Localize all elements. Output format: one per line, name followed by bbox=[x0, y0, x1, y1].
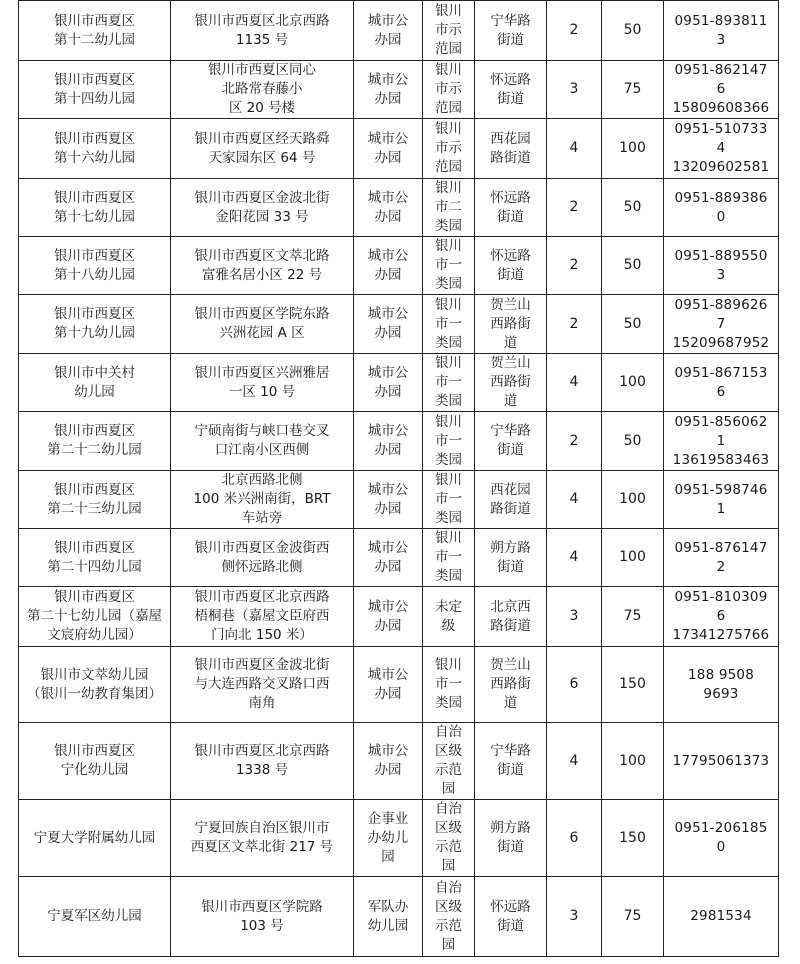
cell-capacity: 75 bbox=[602, 877, 664, 957]
cell-rating-level: 银川 市一 类园 bbox=[423, 471, 475, 529]
cell-kindergarten-name: 银川市西夏区 第十四幼儿园 bbox=[19, 61, 171, 119]
table-row bbox=[19, 237, 779, 295]
cell-school-type: 城市公 办园 bbox=[354, 529, 423, 587]
cell-capacity: 100 bbox=[602, 529, 664, 587]
cell-school-type: 城市公 办园 bbox=[354, 471, 423, 529]
cell-capacity: 100 bbox=[602, 354, 664, 412]
cell-rating-level: 银川 市示 范园 bbox=[423, 61, 475, 119]
cell-capacity: 100 bbox=[602, 471, 664, 529]
cell-address: 银川市西夏区同心 北路常春藤小 区 20 号楼 bbox=[171, 61, 354, 119]
cell-address: 银川市西夏区学院东路 兴洲花园 A 区 bbox=[171, 295, 354, 354]
cell-class-count: 3 bbox=[547, 587, 602, 647]
cell-school-type: 城市公 办园 bbox=[354, 723, 423, 800]
cell-class-count: 3 bbox=[547, 61, 602, 119]
cell-capacity: 50 bbox=[602, 179, 664, 237]
table-row bbox=[19, 354, 779, 412]
cell-school-type: 城市公 办园 bbox=[354, 179, 423, 237]
cell-capacity: 50 bbox=[602, 295, 664, 354]
cell-phone: 0951-889550 3 bbox=[664, 237, 779, 295]
cell-subdistrict: 朔方路 街道 bbox=[475, 529, 547, 587]
cell-class-count: 4 bbox=[547, 723, 602, 800]
cell-kindergarten-name: 银川市西夏区 第十九幼儿园 bbox=[19, 295, 171, 354]
cell-school-type: 城市公 办园 bbox=[354, 1, 423, 61]
cell-class-count: 2 bbox=[547, 412, 602, 471]
table-row bbox=[19, 877, 779, 957]
cell-kindergarten-name: 银川市西夏区 宁化幼儿园 bbox=[19, 723, 171, 800]
cell-address: 宁夏回族自治区银川市 西夏区文萃北街 217 号 bbox=[171, 800, 354, 877]
cell-address: 银川市西夏区文萃北路 富雅名居小区 22 号 bbox=[171, 237, 354, 295]
table-row bbox=[19, 119, 779, 179]
cell-rating-level: 银川 市一 类园 bbox=[423, 295, 475, 354]
cell-kindergarten-name: 银川市西夏区 第二十三幼儿园 bbox=[19, 471, 171, 529]
cell-address: 银川市西夏区北京西路 1338 号 bbox=[171, 723, 354, 800]
table-row bbox=[19, 412, 779, 471]
cell-phone: 0951-867153 6 bbox=[664, 354, 779, 412]
cell-phone: 0951-893811 3 bbox=[664, 1, 779, 61]
cell-address: 银川市西夏区金波北街 与大连西路交叉路口西 南角 bbox=[171, 647, 354, 723]
cell-subdistrict: 西花园 路街道 bbox=[475, 119, 547, 179]
cell-rating-level: 银川 市一 类园 bbox=[423, 529, 475, 587]
cell-class-count: 6 bbox=[547, 800, 602, 877]
cell-address: 银川市西夏区学院路 103 号 bbox=[171, 877, 354, 957]
cell-class-count: 2 bbox=[547, 295, 602, 354]
cell-phone: 0951-206185 0 bbox=[664, 800, 779, 877]
cell-subdistrict: 宁华路 街道 bbox=[475, 412, 547, 471]
cell-school-type: 军队办 幼儿园 bbox=[354, 877, 423, 957]
cell-phone: 188 9508 9693 bbox=[664, 647, 779, 723]
cell-capacity: 50 bbox=[602, 1, 664, 61]
cell-rating-level: 银川 市一 类园 bbox=[423, 647, 475, 723]
cell-class-count: 3 bbox=[547, 877, 602, 957]
cell-kindergarten-name: 银川市文萃幼儿园 （银川一幼教育集团） bbox=[19, 647, 171, 723]
cell-phone: 0951-889386 0 bbox=[664, 179, 779, 237]
cell-school-type: 企事业 办幼儿 园 bbox=[354, 800, 423, 877]
cell-class-count: 2 bbox=[547, 237, 602, 295]
cell-phone: 2981534 bbox=[664, 877, 779, 957]
cell-rating-level: 银川 市二 类园 bbox=[423, 179, 475, 237]
cell-kindergarten-name: 银川市西夏区 第二十四幼儿园 bbox=[19, 529, 171, 587]
cell-rating-level: 自治 区级 示范 园 bbox=[423, 800, 475, 877]
kindergarten-table bbox=[18, 0, 779, 957]
kindergarten-table-container bbox=[18, 0, 779, 957]
cell-subdistrict: 西花园 路街道 bbox=[475, 471, 547, 529]
cell-phone: 0951-856062 1 13619583463 bbox=[664, 412, 779, 471]
cell-class-count: 4 bbox=[547, 471, 602, 529]
cell-school-type: 城市公 办园 bbox=[354, 295, 423, 354]
cell-kindergarten-name: 银川市西夏区 第二十二幼儿园 bbox=[19, 412, 171, 471]
cell-class-count: 6 bbox=[547, 647, 602, 723]
cell-capacity: 50 bbox=[602, 237, 664, 295]
cell-address: 银川市西夏区兴洲雅居 一区 10 号 bbox=[171, 354, 354, 412]
cell-address: 北京西路北侧 100 米兴洲南街，BRT 车站旁 bbox=[171, 471, 354, 529]
cell-capacity: 150 bbox=[602, 800, 664, 877]
table-row bbox=[19, 61, 779, 119]
table-row bbox=[19, 179, 779, 237]
cell-phone: 0951-876147 2 bbox=[664, 529, 779, 587]
cell-school-type: 城市公 办园 bbox=[354, 119, 423, 179]
table-row bbox=[19, 800, 779, 877]
cell-subdistrict: 北京西 路街道 bbox=[475, 587, 547, 647]
cell-address: 银川市西夏区北京西路 梧桐巷（嘉屋文臣府西 门向北 150 米） bbox=[171, 587, 354, 647]
cell-subdistrict: 怀远路 街道 bbox=[475, 237, 547, 295]
cell-school-type: 城市公 办园 bbox=[354, 412, 423, 471]
cell-school-type: 城市公 办园 bbox=[354, 354, 423, 412]
cell-subdistrict: 贺兰山 西路街 道 bbox=[475, 647, 547, 723]
cell-phone: 0951-510733 4 13209602581 bbox=[664, 119, 779, 179]
cell-kindergarten-name: 银川市西夏区 第十八幼儿园 bbox=[19, 237, 171, 295]
cell-rating-level: 银川 市示 范园 bbox=[423, 1, 475, 61]
cell-class-count: 2 bbox=[547, 1, 602, 61]
cell-address: 宁硕南街与峡口巷交叉 口江南小区西侧 bbox=[171, 412, 354, 471]
cell-address: 银川市西夏区北京西路 1135 号 bbox=[171, 1, 354, 61]
cell-class-count: 2 bbox=[547, 179, 602, 237]
cell-phone: 0951-889626 7 15209687952 bbox=[664, 295, 779, 354]
cell-capacity: 50 bbox=[602, 412, 664, 471]
table-row bbox=[19, 587, 779, 647]
cell-rating-level: 自治 区级 示范 园 bbox=[423, 877, 475, 957]
cell-subdistrict: 怀远路 街道 bbox=[475, 179, 547, 237]
cell-phone: 17795061373 bbox=[664, 723, 779, 800]
cell-rating-level: 自治 区级 示范 园 bbox=[423, 723, 475, 800]
cell-subdistrict: 朔方路 街道 bbox=[475, 800, 547, 877]
cell-school-type: 城市公 办园 bbox=[354, 61, 423, 119]
cell-subdistrict: 贺兰山 西路街 道 bbox=[475, 354, 547, 412]
cell-address: 银川市西夏区金波街西 侧怀远路北侧 bbox=[171, 529, 354, 587]
cell-rating-level: 未定 级 bbox=[423, 587, 475, 647]
cell-class-count: 4 bbox=[547, 119, 602, 179]
cell-subdistrict: 怀远路 街道 bbox=[475, 877, 547, 957]
cell-phone: 0951-598746 1 bbox=[664, 471, 779, 529]
cell-kindergarten-name: 银川市西夏区 第十六幼儿园 bbox=[19, 119, 171, 179]
table-row bbox=[19, 471, 779, 529]
table-row bbox=[19, 647, 779, 723]
cell-rating-level: 银川 市一 类园 bbox=[423, 354, 475, 412]
cell-capacity: 75 bbox=[602, 61, 664, 119]
cell-rating-level: 银川 市一 类园 bbox=[423, 237, 475, 295]
cell-capacity: 150 bbox=[602, 647, 664, 723]
cell-rating-level: 银川 市一 类园 bbox=[423, 412, 475, 471]
cell-address: 银川市西夏区金波北街 金阳花园 33 号 bbox=[171, 179, 354, 237]
cell-kindergarten-name: 宁夏大学附属幼儿园 bbox=[19, 800, 171, 877]
cell-capacity: 100 bbox=[602, 723, 664, 800]
cell-phone: 0951-862147 6 15809608366 bbox=[664, 61, 779, 119]
table-row bbox=[19, 723, 779, 800]
cell-subdistrict: 贺兰山 西路街 道 bbox=[475, 295, 547, 354]
cell-class-count: 4 bbox=[547, 354, 602, 412]
cell-school-type: 城市公 办园 bbox=[354, 237, 423, 295]
cell-class-count: 4 bbox=[547, 529, 602, 587]
cell-subdistrict: 宁华路 街道 bbox=[475, 723, 547, 800]
cell-kindergarten-name: 宁夏军区幼儿园 bbox=[19, 877, 171, 957]
table-row bbox=[19, 1, 779, 61]
cell-subdistrict: 怀远路 街道 bbox=[475, 61, 547, 119]
cell-address: 银川市西夏区经天路舜 天家园东区 64 号 bbox=[171, 119, 354, 179]
cell-kindergarten-name: 银川市西夏区 第十七幼儿园 bbox=[19, 179, 171, 237]
cell-kindergarten-name: 银川市西夏区 第十二幼儿园 bbox=[19, 1, 171, 61]
cell-phone: 0951-810309 6 17341275766 bbox=[664, 587, 779, 647]
table-body bbox=[19, 1, 779, 957]
cell-rating-level: 银川 市示 范园 bbox=[423, 119, 475, 179]
cell-capacity: 100 bbox=[602, 119, 664, 179]
cell-subdistrict: 宁华路 街道 bbox=[475, 1, 547, 61]
table-row bbox=[19, 529, 779, 587]
table-row bbox=[19, 295, 779, 354]
cell-kindergarten-name: 银川市中关村 幼儿园 bbox=[19, 354, 171, 412]
cell-kindergarten-name: 银川市西夏区 第二十七幼儿园（嘉屋 文宸府幼儿园） bbox=[19, 587, 171, 647]
cell-school-type: 城市公 办园 bbox=[354, 587, 423, 647]
cell-school-type: 城市公 办园 bbox=[354, 647, 423, 723]
cell-capacity: 75 bbox=[602, 587, 664, 647]
